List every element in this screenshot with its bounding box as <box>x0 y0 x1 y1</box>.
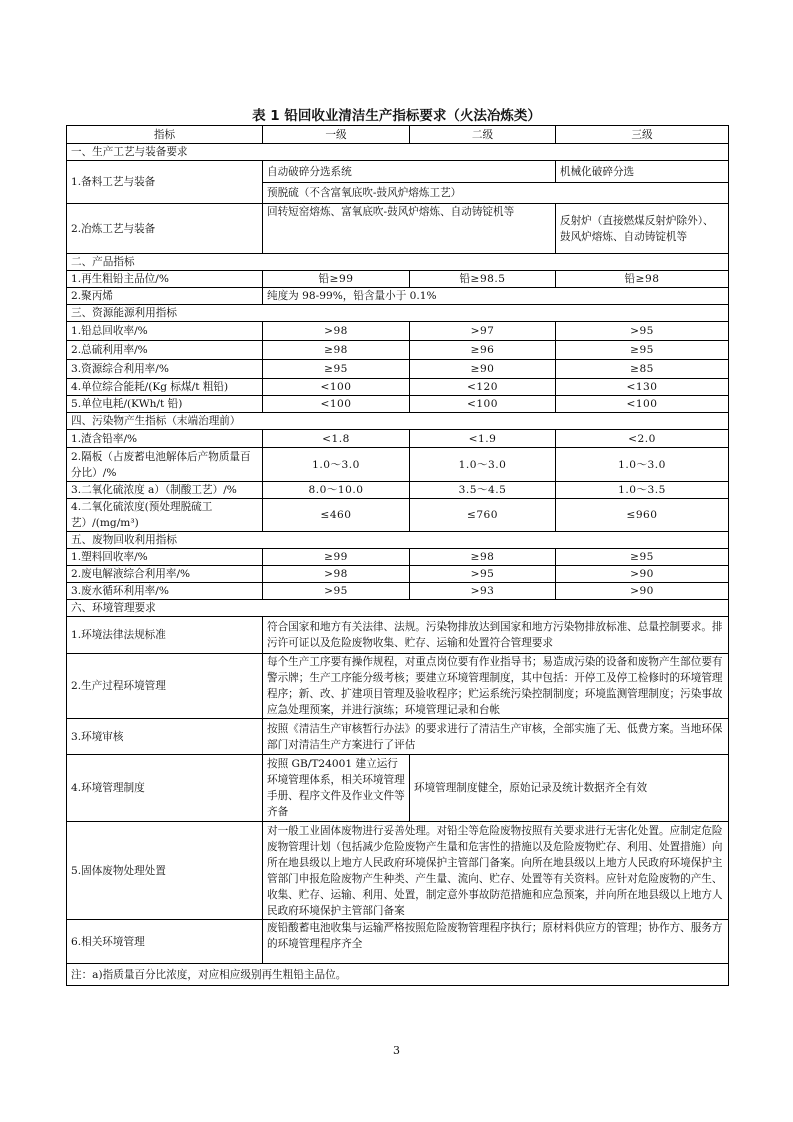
row-label: 1.环境法律法规标准 <box>67 617 263 654</box>
section-row <box>67 254 729 271</box>
cell-value: <100 <box>410 396 556 413</box>
table-row <box>67 617 729 654</box>
cell-value: ≥95 <box>263 360 410 379</box>
row-label: 3.废水循环利用率/% <box>67 583 263 600</box>
cell-value: ≥98 <box>410 549 556 566</box>
table-row <box>67 549 729 566</box>
row-label: 4.单位综合能耗/(Kg 标煤/t 粗铅) <box>67 379 263 396</box>
cell-value: <2.0 <box>556 430 729 448</box>
table-row <box>67 360 729 379</box>
table-row <box>67 499 729 532</box>
table-row <box>67 755 729 822</box>
cell-value: ≤960 <box>556 499 729 532</box>
header-level-2: 二级 <box>410 126 556 144</box>
table-row <box>67 822 729 920</box>
table-row <box>67 379 729 396</box>
table-row <box>67 583 729 600</box>
section-row <box>67 600 729 617</box>
cell-value: 铅≥98.5 <box>410 271 556 288</box>
row-label: 4.二氧化硫浓度(预处理脱硫工艺）/(mg/m³) <box>67 499 263 532</box>
cell-value: 反射炉（直接燃煤反射炉除外）、鼓风炉熔炼、自动铸锭机等 <box>556 204 729 254</box>
row-label: 2.总硫利用率/% <box>67 341 263 360</box>
table-note: 注：a)指质量百分比浓度，对应相应级别再生粗铅主品位。 <box>67 964 729 986</box>
cell-value: 1.0～3.5 <box>556 482 729 499</box>
cell-value: 废铅酸蓄电池收集与运输严格按照危险废物管理程序执行；原材料供应方的管理；协作方、服务方的环境管理程序齐全 <box>263 920 729 964</box>
cell-value: 自动破碎分选系统 <box>263 161 556 183</box>
cell-value: <100 <box>263 379 410 396</box>
row-label: 3.环境审核 <box>67 719 263 755</box>
header-row <box>67 126 729 144</box>
cell-value: >90 <box>556 583 729 600</box>
cell-value: >95 <box>263 583 410 600</box>
cell-value: 1.0～3.0 <box>410 448 556 482</box>
cell-value: 铅≥99 <box>263 271 410 288</box>
cell-value: ≥96 <box>410 341 556 360</box>
section-row <box>67 144 729 161</box>
table-row <box>67 448 729 482</box>
cell-value: 环境管理制度健全，原始记录及统计数据齐全有效 <box>410 755 729 822</box>
cell-value: 纯度为 98-99%，铅含量小于 0.1% <box>263 288 729 305</box>
cell-value: <120 <box>410 379 556 396</box>
cell-value: <100 <box>556 396 729 413</box>
section-heading: 三、资源能源利用指标 <box>67 305 729 322</box>
row-label: 2.废电解液综合利用率/% <box>67 566 263 583</box>
header-level-1: 一级 <box>263 126 410 144</box>
table-row <box>67 271 729 288</box>
section-row <box>67 413 729 430</box>
table-row <box>67 288 729 305</box>
page-number: 3 <box>393 1044 400 1057</box>
section-row <box>67 305 729 322</box>
section-heading: 一、生产工艺与装备要求 <box>67 144 729 161</box>
section-heading: 六、环境管理要求 <box>67 600 729 617</box>
header-level-3: 三级 <box>556 126 729 144</box>
section-row <box>67 532 729 549</box>
indicator-table <box>66 125 729 986</box>
cell-value: 符合国家和地方有关法律、法规。污染物排放达到国家和地方污染物排放标准、总量控制要求。排污许可证以及危险废物收集、贮存、运输和处置符合管理要求 <box>263 617 729 654</box>
cell-value: 每个生产工序要有操作规程，对重点岗位要有作业指导书；易造成污染的设备和废物产生部位要有警示牌；生产工序能分级考核；要建立环境管理制度，其中包括：开停工及停工检修时的环境管理程序；新、改、扩建项目管理及验收程序；贮运系统污染控制制度；环境监测管理制度；污染事故应急处理预案，并进行演练；环境管理记录和台帐 <box>263 654 729 719</box>
table-row <box>67 920 729 964</box>
cell-value: 机械化破碎分选 <box>556 161 729 183</box>
cell-value: >98 <box>263 566 410 583</box>
row-label: 1.再生粗铅主品位/% <box>67 271 263 288</box>
cell-value: <1.9 <box>410 430 556 448</box>
cell-value: 8.0～10.0 <box>263 482 410 499</box>
cell-value: >97 <box>410 322 556 341</box>
row-label: 3.资源综合利用率/% <box>67 360 263 379</box>
cell-value: 按照 GB/T24001 建立运行环境管理体系，相关环境管理手册、程序文件及作业文件等齐备 <box>263 755 410 822</box>
cell-value: >95 <box>556 322 729 341</box>
table-row <box>67 719 729 755</box>
row-label: 4.环境管理制度 <box>67 755 263 822</box>
cell-value: 铅≥98 <box>556 271 729 288</box>
row-label: 1.铅总回收率/% <box>67 322 263 341</box>
row-label: 2.隔板（占废蓄电池解体后产物质量百分比）/% <box>67 448 263 482</box>
row-label: 1.塑料回收率/% <box>67 549 263 566</box>
cell-value: 按照《清洁生产审核暂行办法》的要求进行了清洁生产审核，全部实施了无、低费方案。当地环保部门对清洁生产方案进行了评估 <box>263 719 729 755</box>
cell-value: >90 <box>556 566 729 583</box>
table-row <box>67 482 729 499</box>
cell-value: 回转短窑熔炼、富氧底吹-鼓风炉熔炼、自动铸锭机等 <box>263 204 556 254</box>
cell-value: 1.0～3.0 <box>556 448 729 482</box>
row-label: 5.单位电耗/(KWh/t 铅) <box>67 396 263 413</box>
table-row <box>67 430 729 448</box>
cell-value: ≥95 <box>556 549 729 566</box>
table-row <box>67 322 729 341</box>
table-row <box>67 654 729 719</box>
row-label: 2.生产过程环境管理 <box>67 654 263 719</box>
cell-value: 对一般工业固体废物进行妥善处理。对铅尘等危险废物按照有关要求进行无害化处置。应制定危险废物管理计划（包括减少危险废物产生量和危害性的措施以及危险废物贮存、利用、处置措施）向所在地县级以上地方人民政府环境保护主管部门备案。向所在地县级以上地方人民政府环境保护主管部门申报危险废物产生种类、产生量、流向、贮存、处置等有关资料。应针对危险废物的产生、收集、贮存、运输、利用、处置，制定意外事故防范措施和应急预案，并向所在地县级以上地方人民政府环境保护主管部门备案 <box>263 822 729 920</box>
section-heading: 四、污染物产生指标（末端治理前） <box>67 413 729 430</box>
table-row <box>67 566 729 583</box>
section-heading: 二、产品指标 <box>67 254 729 271</box>
cell-value: >98 <box>263 322 410 341</box>
cell-value: ≥98 <box>263 341 410 360</box>
cell-value: >95 <box>410 566 556 583</box>
row-label: 2.聚丙烯 <box>67 288 263 305</box>
cell-value: ≤460 <box>263 499 410 532</box>
table-row <box>67 204 729 254</box>
table-title: 表 1 铅回收业清洁生产指标要求（火法冶炼类） <box>252 108 541 124</box>
row-label: 5.固体废物处理处置 <box>67 822 263 920</box>
row-label: 6.相关环境管理 <box>67 920 263 964</box>
table-row <box>67 396 729 413</box>
cell-value: <130 <box>556 379 729 396</box>
cell-value: <100 <box>263 396 410 413</box>
table-row <box>67 341 729 360</box>
cell-value: 预脱硫（不含富氧底吹-鼓风炉熔炼工艺） <box>263 183 729 204</box>
header-indicator: 指标 <box>67 126 263 144</box>
row-label: 1.渣含铅率/% <box>67 430 263 448</box>
cell-value: ≥95 <box>556 341 729 360</box>
cell-value: >93 <box>410 583 556 600</box>
cell-value: <1.8 <box>263 430 410 448</box>
note-row <box>67 964 729 986</box>
cell-value: ≥85 <box>556 360 729 379</box>
cell-value: ≤760 <box>410 499 556 532</box>
section-heading: 五、废物回收利用指标 <box>67 532 729 549</box>
cell-value: ≥99 <box>263 549 410 566</box>
cell-value: 3.5～4.5 <box>410 482 556 499</box>
row-label: 1.备料工艺与装备 <box>67 161 263 204</box>
cell-value: 1.0～3.0 <box>263 448 410 482</box>
table-row <box>67 161 729 183</box>
row-label: 3.二氧化硫浓度 a）（制酸工艺）/% <box>67 482 263 499</box>
row-label: 2.冶炼工艺与装备 <box>67 204 263 254</box>
cell-value: ≥90 <box>410 360 556 379</box>
